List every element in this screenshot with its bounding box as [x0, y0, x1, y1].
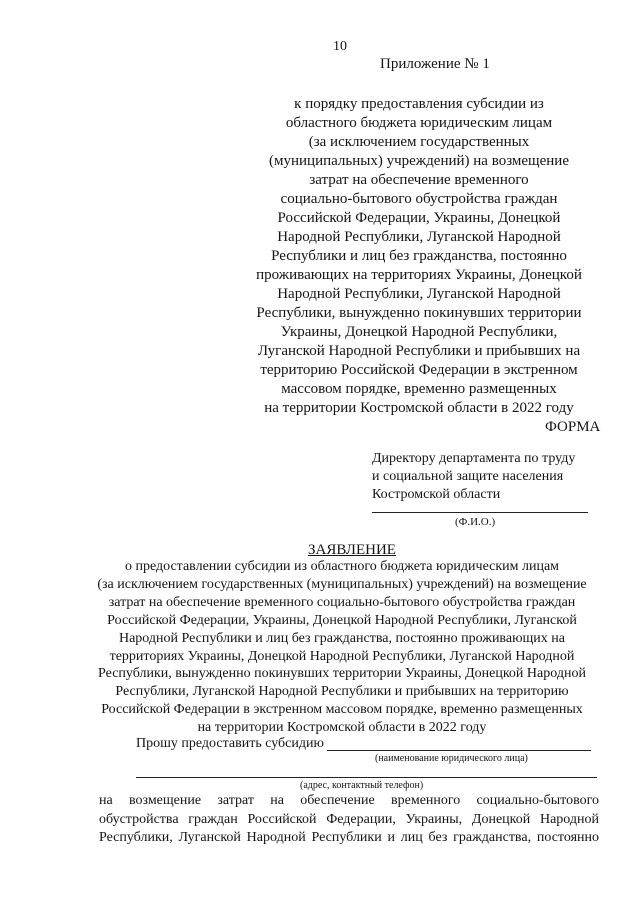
- statement-line: Республики, Луганской Народной Республики и прибывших на территорию: [115, 684, 569, 700]
- form-label: ФОРМА: [545, 419, 601, 435]
- body-paragraph: [99, 792, 599, 848]
- statement-line: Республики, вынужденно покинувших территории Украины, Донецкой Народной: [98, 666, 586, 682]
- statement-description: [80, 558, 604, 737]
- appendix-line: массовом порядке, временно размещенных: [281, 381, 557, 397]
- statement-title: ЗАЯВЛЕНИЕ: [308, 542, 396, 558]
- appendix-line: (муниципальных) учреждений) на возмещение: [269, 153, 569, 169]
- appendix-line: Республики и лиц без гражданства, постоянно: [271, 248, 567, 264]
- appendix-line: Народной Республики, Луганской Народной: [277, 286, 561, 302]
- entity-name-line[interactable]: [327, 750, 591, 751]
- address-caption: (адрес, контактный телефон): [300, 780, 424, 791]
- fio-caption: (Ф.И.О.): [455, 516, 496, 528]
- statement-line: о предоставлении субсидии из областного бюджета юридическим лицам: [124, 559, 560, 574]
- statement-line: на территории Костромской области в 2022 году: [197, 720, 487, 736]
- appendix-line: затрат на обеспечение временного: [309, 172, 529, 188]
- appendix-description: [230, 95, 608, 418]
- addressee-line: Директору департамента по труду: [372, 451, 576, 466]
- fio-line[interactable]: [372, 512, 588, 513]
- statement-line: Российской Федерации в экстренном массовом порядке, временно размещенных: [101, 702, 583, 718]
- addressee-block: [372, 450, 575, 504]
- statement-line: территориях Украины, Донецкой Народной Республики, Луганской Народной: [109, 648, 575, 664]
- statement-line: затрат на обеспечение временного социально-бытового обустройства граждан: [108, 594, 576, 610]
- appendix-line: Республики, вынужденно покинувших территории: [256, 305, 582, 321]
- appendix-line: проживающих на территориях Украины, Донецкой: [256, 267, 582, 283]
- addressee-line: и социальной защите населения: [372, 469, 564, 484]
- appendix-line: социально-бытового обустройства граждан: [280, 191, 558, 207]
- body-line: Республики, Луганской Народной Республики и лиц без гражданства, постоянно: [99, 830, 599, 845]
- addressee-line: Костромской области: [372, 487, 501, 502]
- appendix-line: к порядку предоставления субсидии из: [294, 96, 544, 112]
- address-line[interactable]: [136, 777, 597, 778]
- statement-line: (за исключением государственных (муниципальных) учреждений) на возмещение: [97, 576, 587, 592]
- request-prefix: Прошу предоставить субсидию: [136, 736, 324, 751]
- appendix-line: Российской Федерации, Украины, Донецкой: [277, 210, 561, 226]
- entity-name-caption: (наименование юридического лица): [375, 753, 528, 764]
- statement-line: Российской Федерации, Украины, Донецкой Народной Республики, Луганской: [107, 612, 577, 628]
- appendix-line: территорию Российской Федерации в экстренном: [260, 362, 578, 378]
- appendix-line: Луганской Народной Республики и прибывших на: [257, 343, 581, 359]
- body-line: обустройства граждан Российской Федерации, Украины, Донецкой Народной: [99, 811, 599, 827]
- appendix-line: Украины, Донецкой Народной Республики,: [280, 324, 558, 340]
- appendix-line: областного бюджета юридическим лицам: [285, 115, 553, 131]
- appendix-line: Народной Республики, Луганской Народной: [277, 229, 561, 245]
- appendix-line: (за исключением государственных: [308, 134, 530, 150]
- statement-line: Народной Республики и лиц без гражданства, постоянно проживающих на: [118, 630, 566, 646]
- body-line: на возмещение затрат на обеспечение временного социально-бытового: [99, 793, 599, 808]
- page-number: 10: [333, 39, 347, 54]
- appendix-title: Приложение № 1: [380, 56, 490, 72]
- appendix-line: на территории Костромской области в 2022 году: [264, 400, 574, 416]
